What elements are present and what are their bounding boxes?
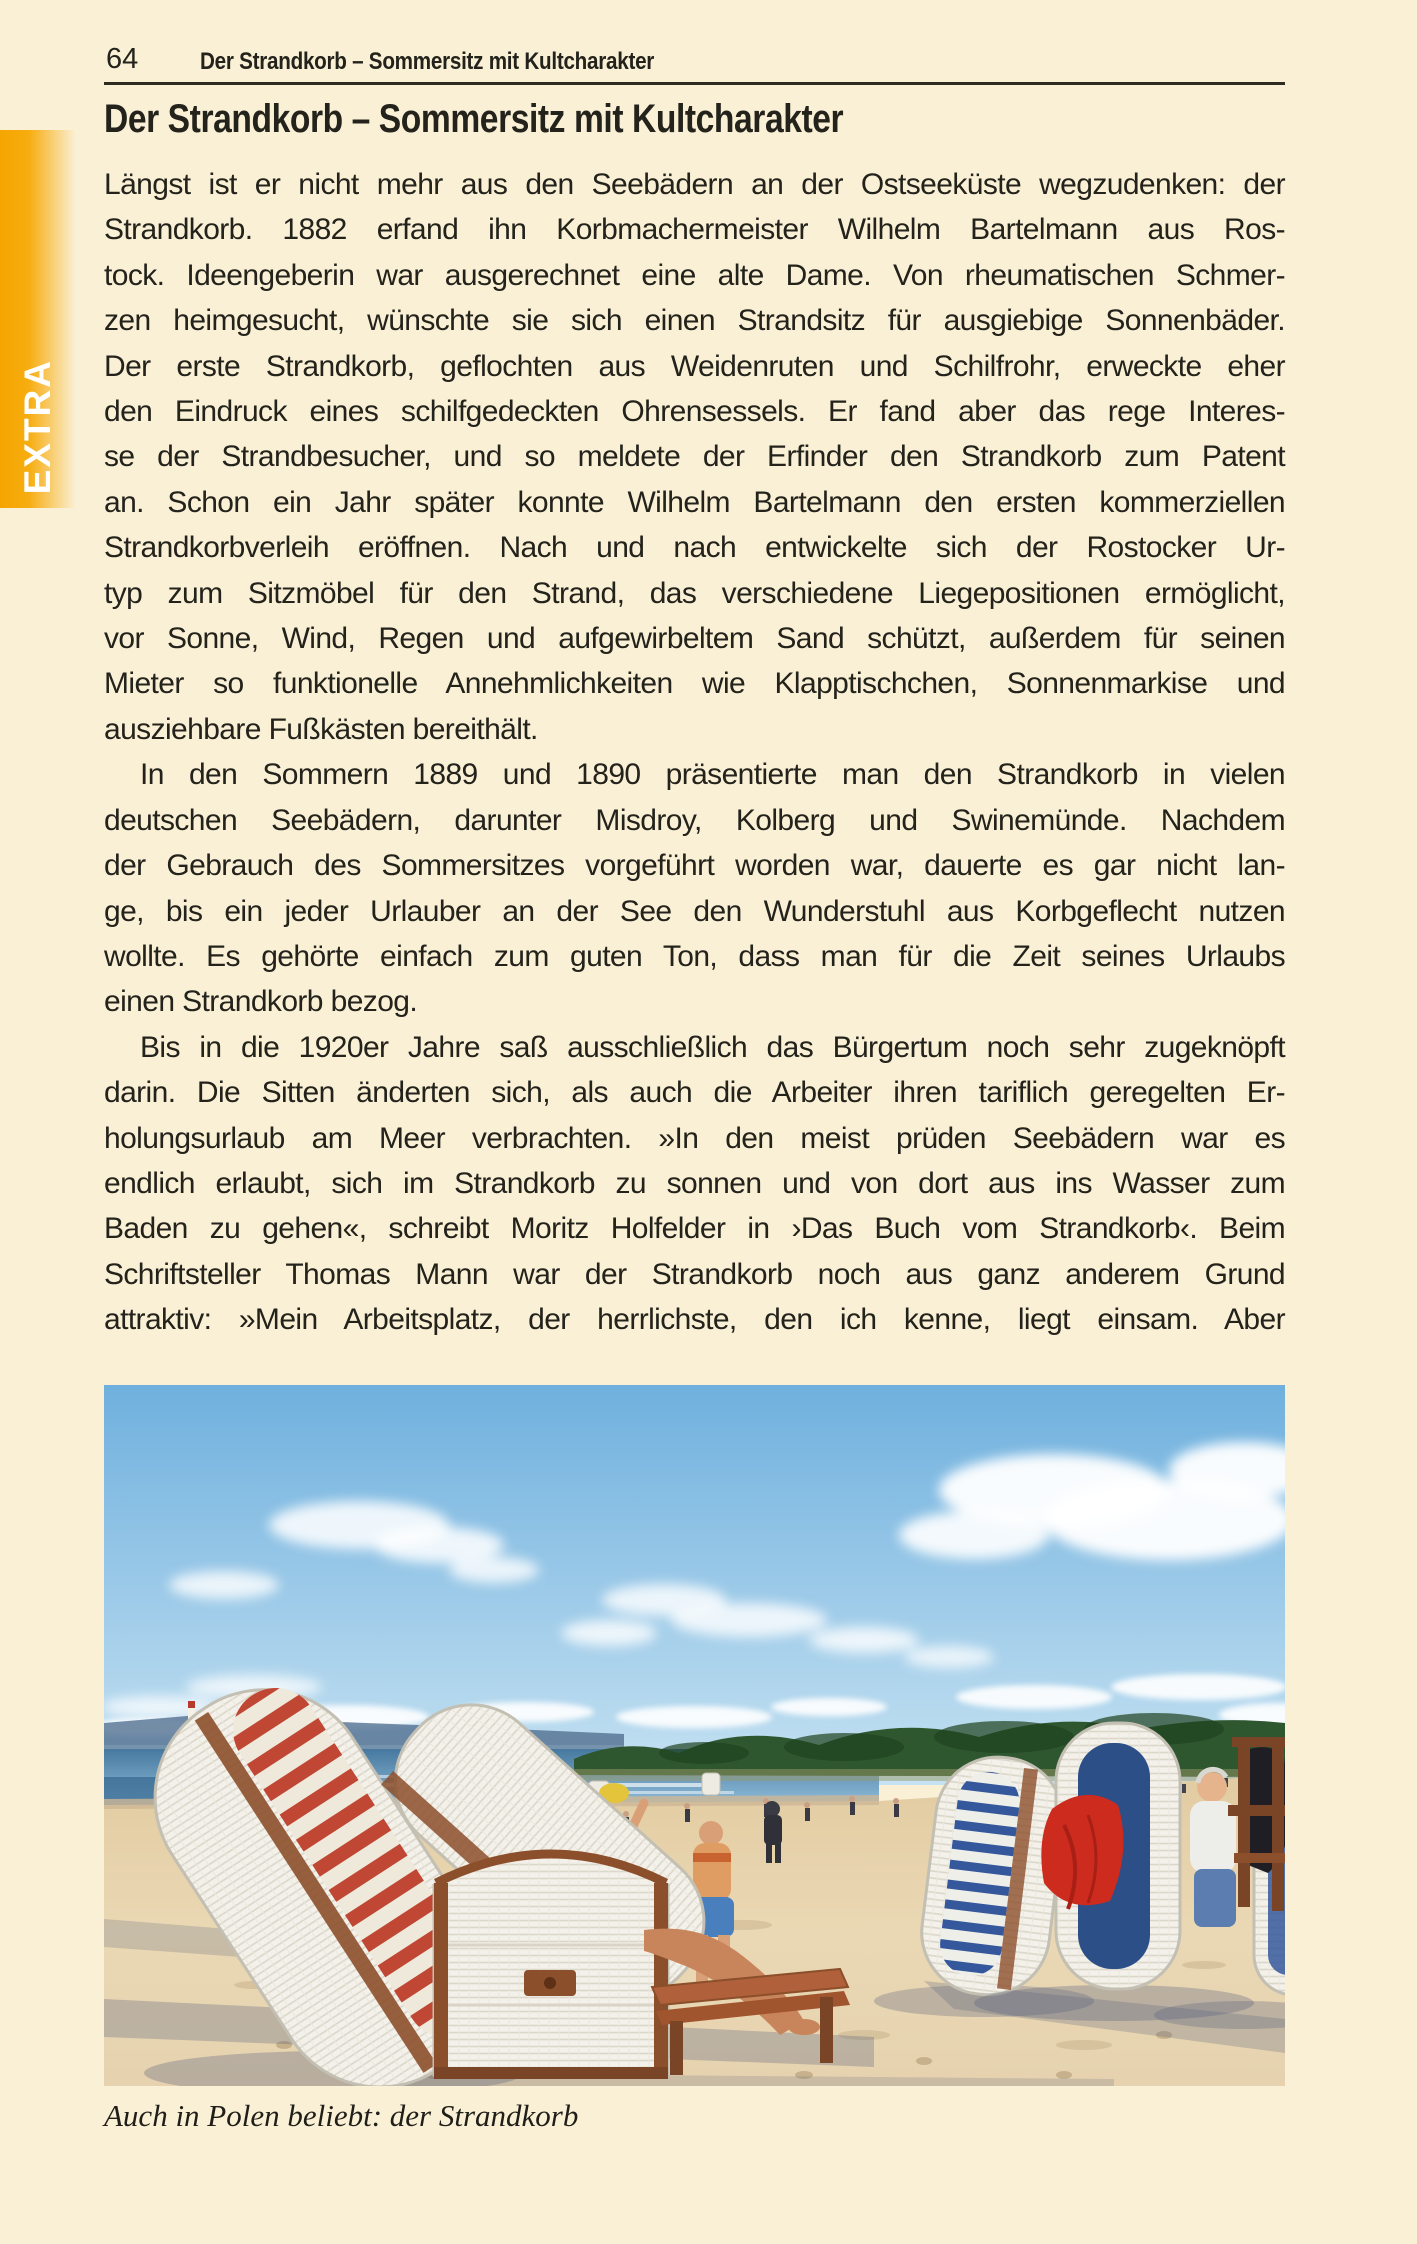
text-line: holungsurlaub am Meer verbrachten. »In den meist prüden Seebädern war es (104, 1121, 1285, 1155)
text-line: wollte. Es gehörte einfach zum guten Ton, dass man für die Zeit seines Urlaubs (104, 939, 1285, 973)
text-line: deutschen Seebädern, darunter Misdroy, Kolberg und Swinemünde. Nachdem (104, 803, 1285, 837)
text-line: zen heimgesucht, wünschte sie sich einen Strandsitz für ausgiebige Sonnenbäder. (104, 304, 1285, 338)
page-content (104, 0, 1285, 2134)
text-line: typ zum Sitzmöbel für den Strand, das verschiedene Liegepositionen ermöglicht, (104, 576, 1285, 610)
text-line: Bis in die 1920er Jahre saß ausschließlich das Bürgertum noch sehr zugeknöpft (140, 1030, 1285, 1064)
text-line: ge, bis ein jeder Urlauber an der See den Wunderstuhl aus Korbgeflecht nutzen (104, 894, 1285, 928)
text-line: ausziehbare Fußkästen bereithält. (104, 712, 538, 746)
text-line: Schriftsteller Thomas Mann war der Strandkorb noch aus ganz anderem Grund (104, 1257, 1285, 1291)
text-line: Strandkorbverleih eröffnen. Nach und nach entwickelte sich der Rostocker Ur- (104, 531, 1285, 565)
article-title: Der Strandkorb – Sommersitz mit Kultcharakter (104, 97, 844, 141)
page-number: 64 (106, 43, 139, 75)
text-line: den Eindruck eines schilfgedeckten Ohrensessels. Er fand aber das rege Interes- (104, 395, 1285, 429)
running-title: Der Strandkorb – Sommersitz mit Kultcharakter (200, 48, 655, 75)
text-line: se der Strandbesucher, und so meldete der Erfinder den Strandkorb zum Patent (104, 440, 1285, 474)
photo-caption: Auch in Polen beliebt: der Strandkorb (104, 2097, 579, 2133)
page-header (104, 0, 1285, 85)
text-line: Längst ist er nicht mehr aus den Seebädern an der Ostseeküste wegzudenken: der (104, 168, 1285, 201)
text-line: Baden zu gehen«, schreibt Moritz Holfelder in ›Das Buch vom Strandkorb‹. Beim (104, 1212, 1285, 1246)
text-line: endlich erlaubt, sich im Strandkorb zu sonnen und von dort aus ins Wasser zum (104, 1166, 1285, 1200)
text-line: einen Strandkorb bezog. (104, 985, 418, 1019)
text-line: Mieter so funktionelle Annehmlichkeiten wie Klapptischchen, Sonnenmarkise und (104, 667, 1285, 701)
text-line: tock. Ideengeberin war ausgerechnet eine alte Dame. Von rheumatischen Schmer- (104, 258, 1285, 292)
text-line: darin. Die Sitten änderten sich, als auch die Arbeiter ihren tariflich geregelten Er- (104, 1076, 1285, 1110)
extra-tab (0, 130, 76, 508)
text-line: Der erste Strandkorb, geflochten aus Weidenruten und Schilfrohr, erweckte eher (104, 349, 1285, 383)
photo-figure (104, 1385, 1285, 2134)
text-line: an. Schon ein Jahr später konnte Wilhelm Bartelmann den ersten kommerziellen (104, 485, 1285, 519)
text-line: attraktiv: »Mein Arbeitsplatz, der herrlichste, den ich kenne, liegt einsam. Aber (104, 1303, 1285, 1337)
text-line: In den Sommern 1889 und 1890 präsentierte man den Strandkorb in vielen (140, 758, 1285, 792)
text-line: Strandkorb. 1882 erfand ihn Korbmachermeister Wilhelm Bartelmann aus Ros- (104, 213, 1285, 247)
text-line: der Gebrauch des Sommersitzes vorgeführt worden war, dauerte es gar nicht lan- (104, 849, 1285, 883)
beach-photo (104, 1385, 1285, 2086)
text-line: vor Sonne, Wind, Regen und aufgewirbeltem Sand schützt, außerdem für seinen (104, 622, 1285, 656)
extra-tab-label: EXTRA (17, 358, 58, 494)
article-body (104, 162, 1285, 1343)
